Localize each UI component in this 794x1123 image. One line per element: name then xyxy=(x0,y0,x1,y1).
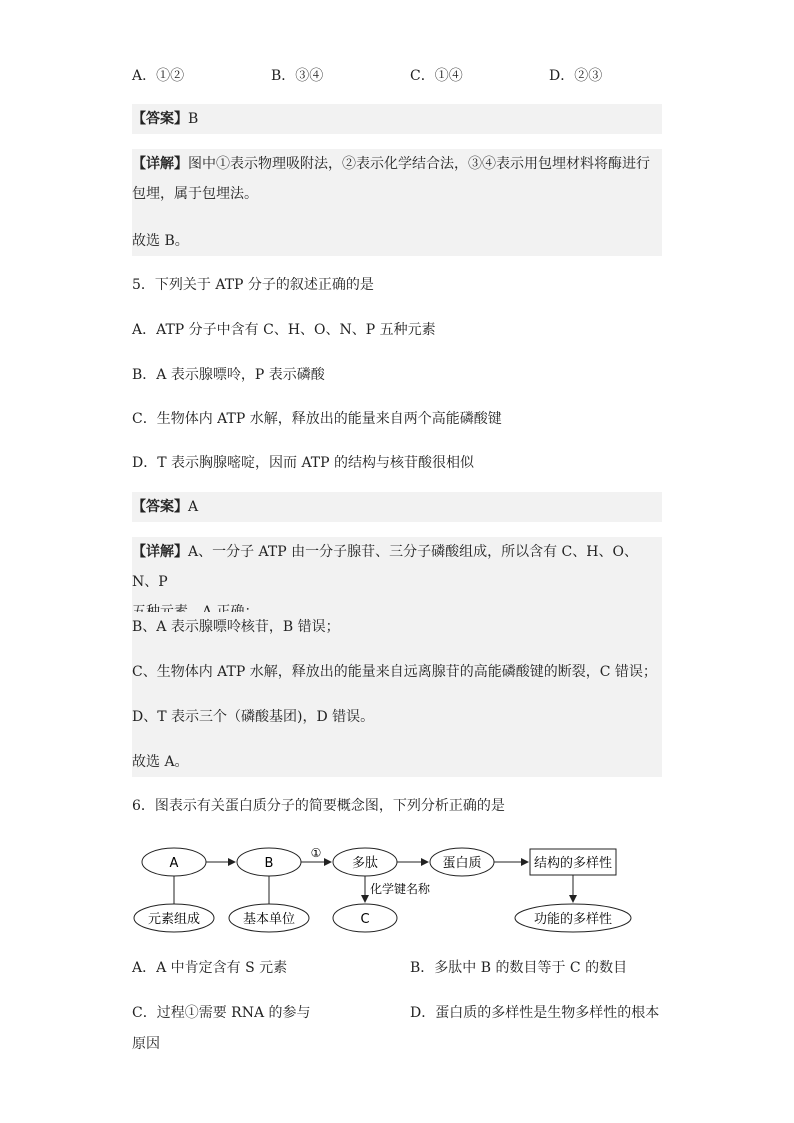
q5-detail-c-text: C、生物体内 ATP 水解，释放出的能量来自远离腺苷的高能磷酸键的断裂，C 错误； xyxy=(132,664,657,680)
q4-answer-tag: 【答案】 xyxy=(132,111,188,127)
q4-option-c: C．①④ xyxy=(410,68,463,84)
q5-detail-d-text: D、T 表示三个（磷酸基团)，D 错误。 xyxy=(132,709,375,725)
q5-detail-tag: 【详解】 xyxy=(132,544,188,560)
q5-option-b: B．A 表示腺嘌呤，P 表示磷酸 xyxy=(132,367,325,383)
q6-option-d-cont: 原因 xyxy=(132,1036,160,1052)
q5-detail-c xyxy=(132,657,662,703)
q4-option-b: B．③④ xyxy=(271,68,324,84)
q4-detail xyxy=(132,149,662,227)
q5-option-d: D．T 表示胸腺嘧啶，因而 ATP 的结构与核苷酸很相似 xyxy=(132,455,475,471)
q6-option-c: C．过程①需要 RNA 的参与 xyxy=(132,1005,311,1021)
q4-answer-value: B xyxy=(188,111,199,127)
q4-detail-line2: 包埋，属于包埋法。 xyxy=(132,186,258,202)
q5-answer-value: A xyxy=(188,499,199,515)
step-label: ① xyxy=(310,846,322,860)
node-structure: 结构的多样性 xyxy=(533,856,613,871)
q4-answer xyxy=(132,104,662,134)
node-unit: 基本单位 xyxy=(242,912,296,927)
q6-option-d: D．蛋白质的多样性是生物多样性的根本 xyxy=(410,1005,660,1021)
q5-detail-b xyxy=(132,612,662,658)
node-c: C xyxy=(360,912,370,927)
q6-option-b: B．多肽中 B 的数目等于 C 的数目 xyxy=(410,960,628,976)
q5-option-a: A．ATP 分子中含有 C、H、O、N、P 五种元素 xyxy=(132,322,436,338)
q5-stem: 5．下列关于 ATP 分子的叙述正确的是 xyxy=(132,277,374,293)
node-elements: 元素组成 xyxy=(147,912,201,927)
bond-label: 化学键名称 xyxy=(370,882,431,896)
node-b: B xyxy=(264,856,274,871)
q4-detail-tag: 【详解】 xyxy=(132,156,188,172)
q5-option-c: C．生物体内 ATP 水解，释放出的能量来自两个高能磷酸键 xyxy=(132,411,502,427)
node-protein: 蛋白质 xyxy=(442,856,482,871)
q5-answer xyxy=(132,492,662,522)
q4-conclusion: 故选 B。 xyxy=(132,226,662,256)
q5-detail-d xyxy=(132,702,662,748)
q6-stem: 6．图表示有关蛋白质分子的简要概念图，下列分析正确的是 xyxy=(132,798,505,814)
q4-detail-line1: 图中①表示物理吸附法，②表示化学结合法，③④表示用包埋材料将酶进行 xyxy=(188,156,650,172)
node-peptide: 多肽 xyxy=(351,856,379,871)
q4-option-d: D．②③ xyxy=(549,68,603,84)
node-a: A xyxy=(169,856,179,871)
q5-conclusion: 故选 A。 xyxy=(132,747,662,777)
q5-answer-tag: 【答案】 xyxy=(132,499,188,515)
q6-option-a: A．A 中肯定含有 S 元素 xyxy=(132,960,288,976)
q6-concept-diagram xyxy=(132,840,652,940)
q5-detail-line1: A、一分子 ATP 由一分子腺苷、三分子磷酸组成，所以含有 C、H、O、N、P xyxy=(132,544,638,590)
q4-option-a: A．①② xyxy=(132,68,185,84)
q5-detail-b-text: B、A 表示腺嘌呤核苷，B 错误； xyxy=(132,619,340,635)
q5-detail xyxy=(132,537,662,613)
node-function: 功能的多样性 xyxy=(533,912,613,927)
